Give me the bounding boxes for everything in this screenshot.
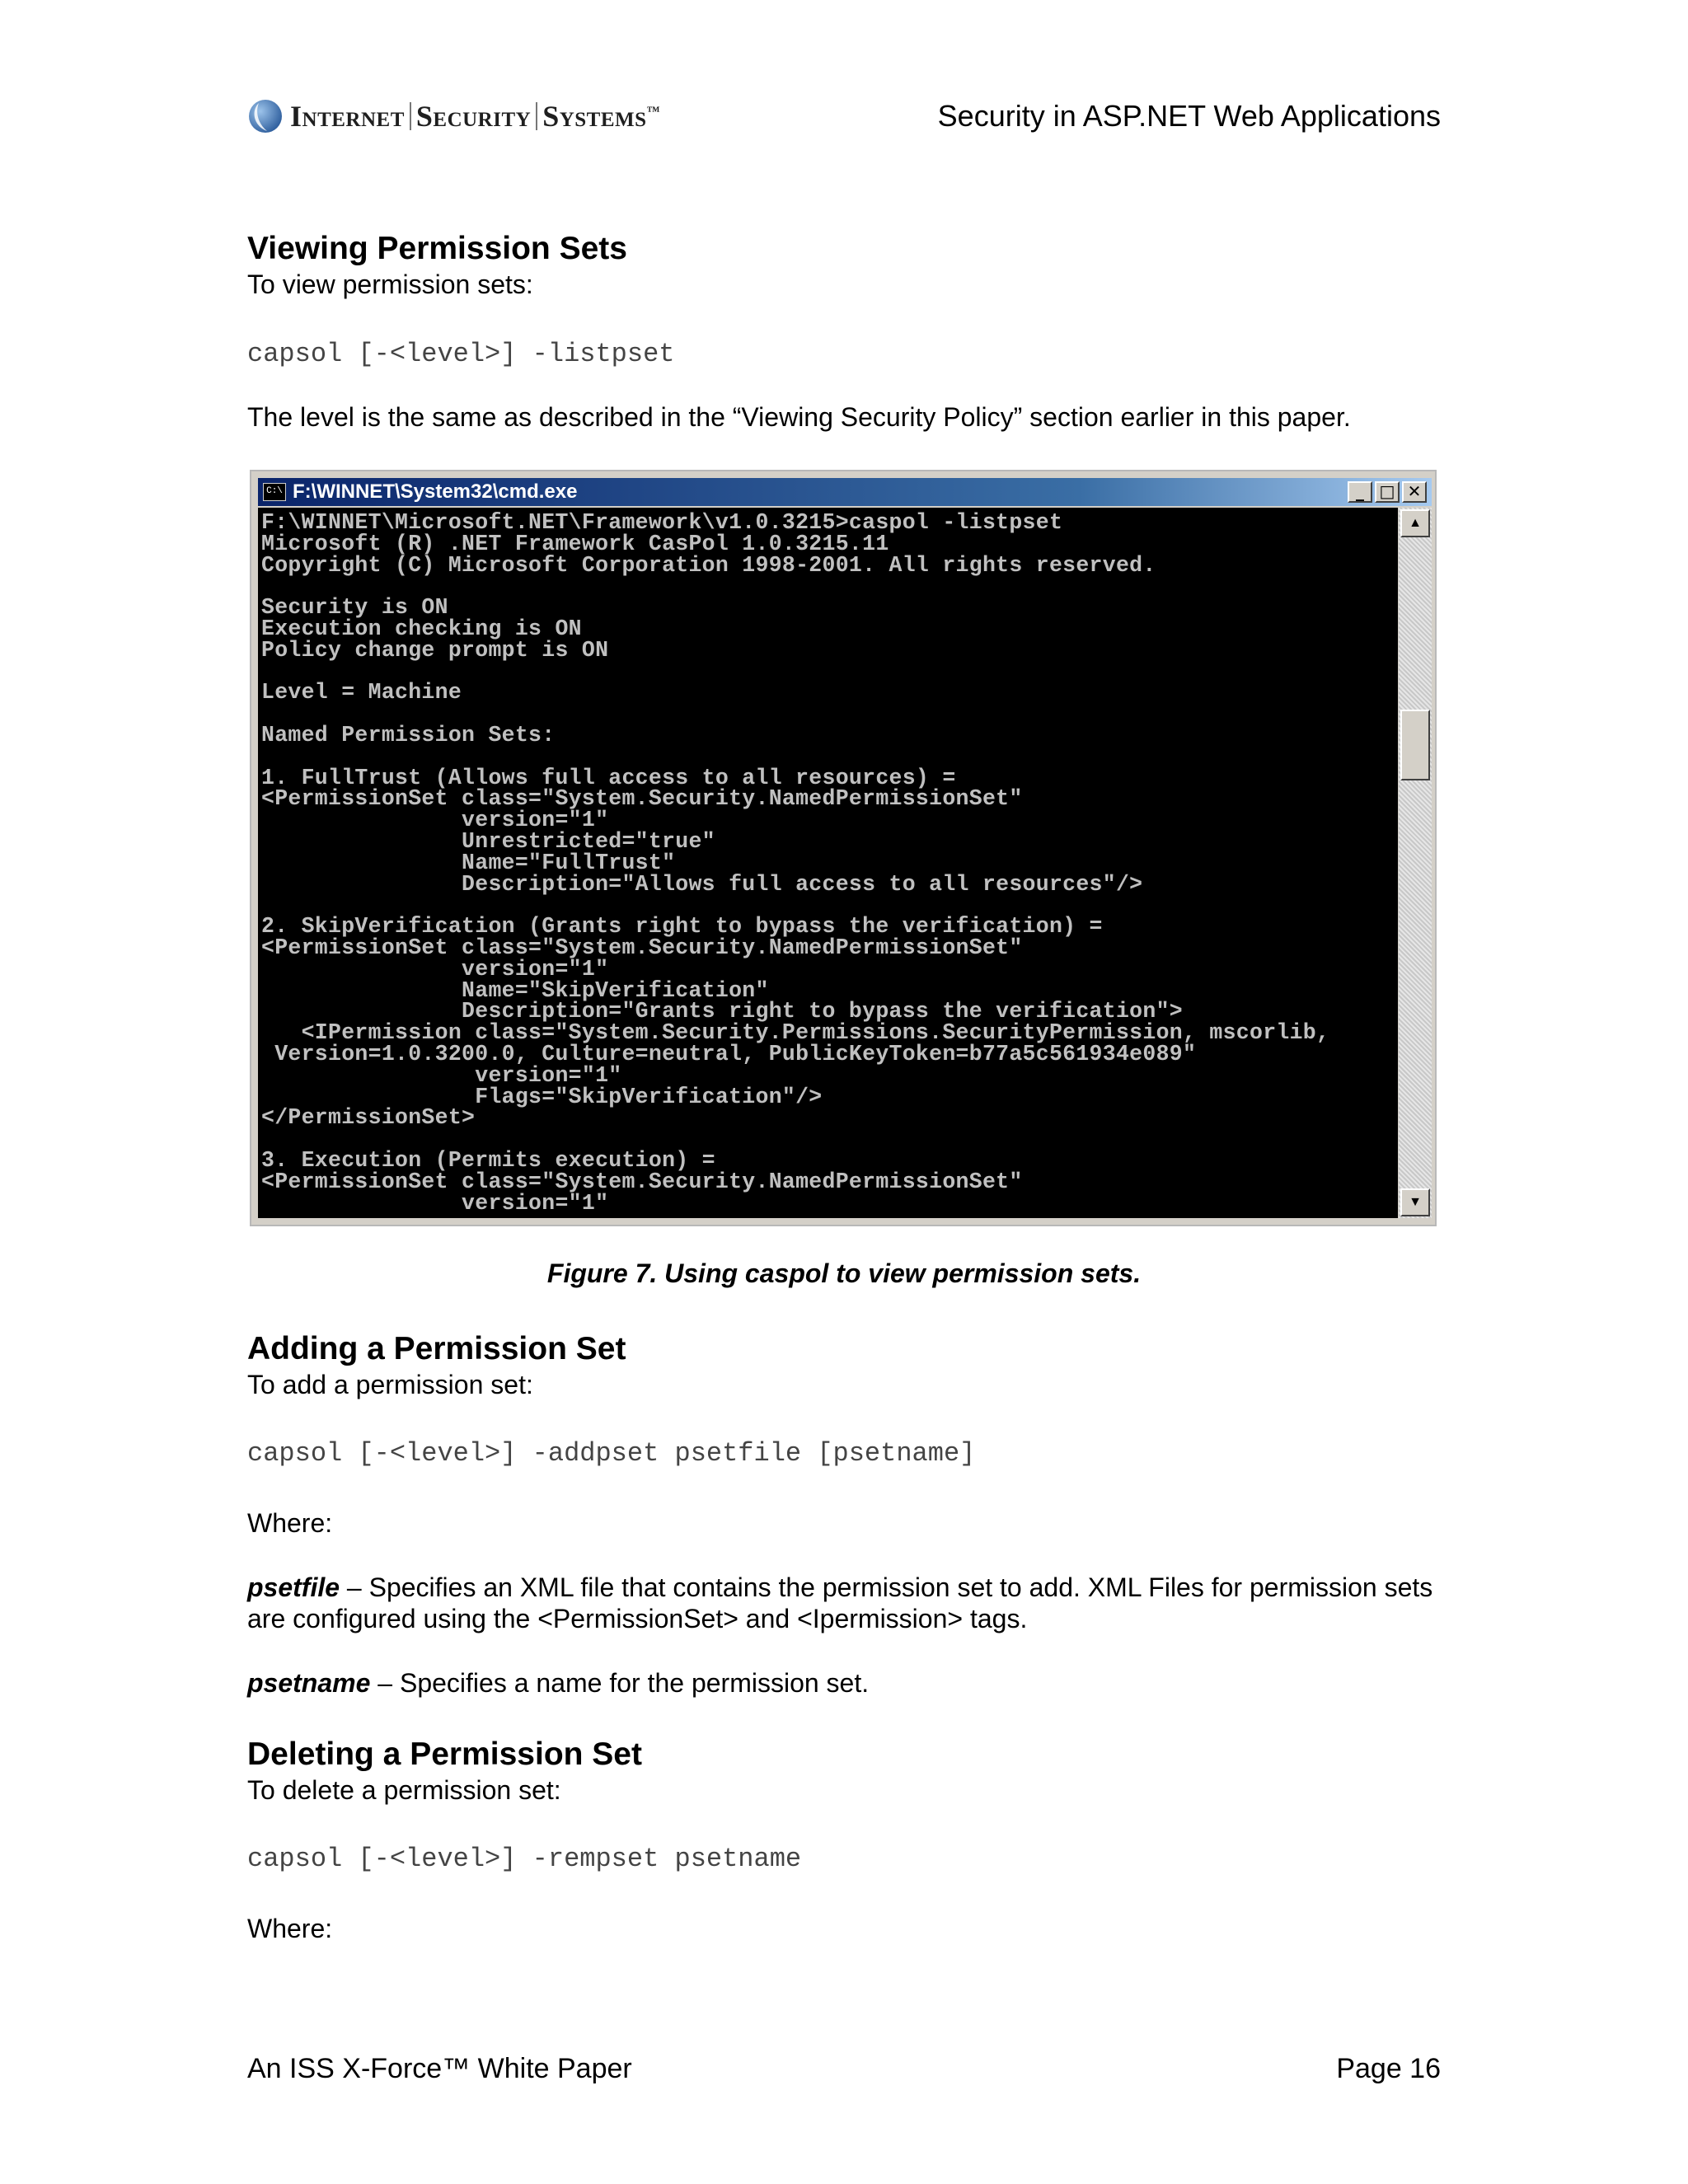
addpset-command: capsol [-<level>] -addpset psetfile [psetname] — [247, 1438, 976, 1469]
console-line: Name="SkipVerification" — [261, 977, 769, 1003]
console-line: <PermissionSet class="System.Security.NamedPermissionSet" — [261, 1169, 1023, 1194]
deleting-intro: To delete a permission set: — [247, 1775, 561, 1805]
logo-word-3: Systems — [542, 100, 647, 133]
console-window-title: F:\WINNET\System32\cmd.exe — [293, 480, 578, 503]
logo-word-2: Security — [415, 100, 532, 133]
console-line: <PermissionSet class="System.Security.NamedPermissionSet" — [261, 935, 1023, 960]
console-line: Version=1.0.3200.0, Culture=neutral, PublicKeyToken=b77a5c561934e089" — [261, 1041, 1197, 1066]
console-line: Named Permission Sets: — [261, 722, 556, 748]
scroll-down-button[interactable]: ▼ — [1400, 1188, 1430, 1216]
close-button[interactable]: ✕ — [1402, 481, 1427, 503]
console-line: Copyright (C) Microsoft Corporation 1998-2001. All rights reserved. — [261, 552, 1156, 578]
console-line: Description="Allows full access to all resources"/> — [261, 871, 1143, 897]
psetname-definition — [247, 1667, 1442, 1699]
deleting-where: Where: — [247, 1914, 333, 1943]
console-line: 3. Execution (Permits execution) = — [261, 1147, 715, 1173]
console-line: Microsoft (R) .NET Framework CasPol 1.0.3215.11 — [261, 531, 889, 556]
console-line: 1. FullTrust (Allows full access to all resources) = — [261, 765, 956, 790]
psetname-term: psetname — [247, 1668, 371, 1698]
document-title: Security in ASP.NET Web Applications — [937, 99, 1441, 133]
console-line: version="1" — [261, 956, 609, 982]
footer-whitepaper-label: An ISS X-Force™ White Paper — [247, 2053, 632, 2084]
console-titlebar[interactable] — [258, 478, 1432, 506]
logo-word-1: Internet — [290, 100, 405, 133]
console-line: Flags="SkipVerification"/> — [261, 1084, 823, 1109]
figure-caption: Figure 7. Using caspol to view permission sets. — [546, 1258, 1142, 1288]
psetfile-term: psetfile — [247, 1572, 340, 1602]
heading-adding-permission-set: Adding a Permission Set — [247, 1331, 626, 1366]
maximize-button[interactable]: □ — [1375, 481, 1400, 503]
adding-intro: To add a permission set: — [247, 1370, 533, 1399]
console-line: <PermissionSet class="System.Security.NamedPermissionSet" — [261, 786, 1023, 812]
level-note: The level is the same as described in the “Viewing Security Policy” section earlier in this paper. — [247, 402, 1351, 432]
console-text — [261, 510, 1398, 1216]
console-line: F:\WINNET\Microsoft.NET\Framework\v1.0.3215>caspol -listpset — [261, 510, 1063, 535]
console-line — [261, 747, 1398, 768]
adding-where: Where: — [247, 1508, 333, 1538]
listpset-command: capsol [-<level>] -listpset — [247, 339, 675, 369]
heading-deleting-permission-set: Deleting a Permission Set — [247, 1736, 642, 1772]
console-line: version="1" — [261, 808, 609, 833]
logo-trademark: ™ — [646, 105, 661, 119]
logo-wordmark — [290, 99, 660, 134]
console-line: Execution checking is ON — [261, 616, 582, 641]
console-line: version="1" — [261, 1062, 622, 1088]
psetfile-description: – Specifies an XML file that contains the permission set to add. XML Files for permission sets are configured using the <PermissionSet> and <Ipermission> tags. — [247, 1572, 1433, 1633]
page-number: Page 16 — [1336, 2053, 1441, 2084]
cmd-icon: C:\ — [263, 483, 286, 501]
iss-logo-globe-icon — [247, 98, 284, 134]
psetname-description: – Specifies a name for the permission set. — [370, 1668, 870, 1698]
iss-logo — [247, 96, 660, 137]
console-line: Level = Machine — [261, 680, 462, 705]
console-line: Security is ON — [261, 595, 448, 621]
minimize-button[interactable]: _ — [1348, 481, 1372, 503]
console-line: 2. SkipVerification (Grants right to bypass the verification) = — [261, 914, 1103, 940]
console-line: </PermissionSet> — [261, 1105, 476, 1131]
console-line: Name="FullTrust" — [261, 850, 676, 875]
psetfile-definition — [247, 1572, 1442, 1634]
rempset-command: capsol [-<level>] -rempset psetname — [247, 1844, 802, 1874]
window-controls — [1345, 481, 1427, 503]
scroll-up-button[interactable]: ▲ — [1400, 509, 1430, 537]
console-line: Unrestricted="true" — [261, 828, 715, 854]
console-output[interactable] — [258, 508, 1398, 1218]
console-line: version="1" — [261, 1190, 609, 1216]
viewing-intro: To view permission sets: — [247, 269, 533, 299]
console-line: Description="Grants right to bypass the verification"> — [261, 999, 1183, 1024]
console-line: Policy change prompt is ON — [261, 637, 609, 663]
heading-viewing-permission-sets: Viewing Permission Sets — [247, 231, 627, 266]
console-scrollbar[interactable] — [1399, 508, 1432, 1218]
console-line: <IPermission class="System.Security.Permissions.SecurityPermission, mscorlib, — [261, 1020, 1330, 1046]
scroll-thumb[interactable] — [1400, 710, 1430, 780]
